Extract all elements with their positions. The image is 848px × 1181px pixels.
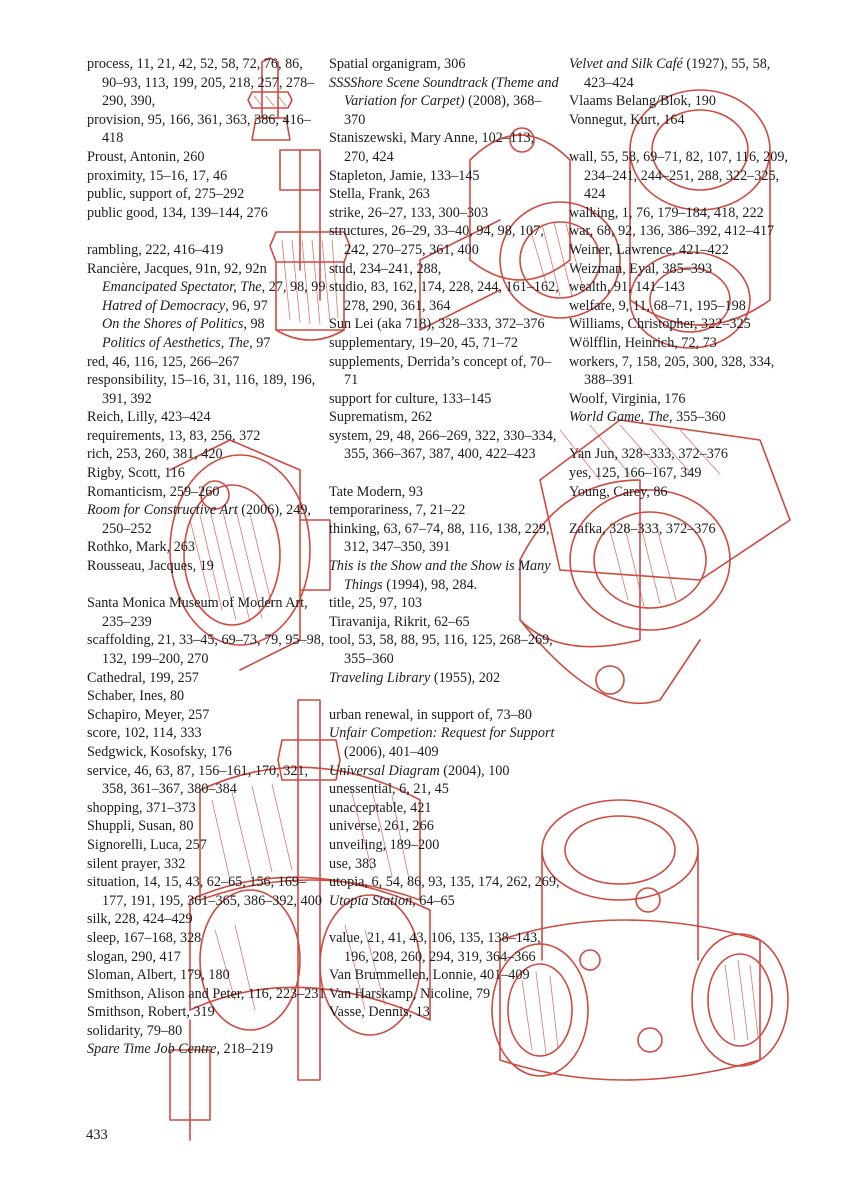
index-entry-text: red, 46, 116, 125, 266–267 (87, 353, 240, 370)
index-entry (329, 557, 561, 594)
index-entry (87, 966, 327, 985)
index-entry-text: public, support of, 275–292 (87, 186, 245, 203)
index-entry-text: unessential, 6, 21, 45 (329, 781, 449, 798)
index-entry (569, 353, 799, 390)
index-entry-text: Signorelli, Luca, 257 (87, 836, 207, 853)
index-entry-text: , 218–219 (216, 1041, 274, 1058)
index-entry-text: Cathedral, 199, 257 (87, 669, 199, 686)
index-entry-text: Reich, Lilly, 423–424 (87, 409, 211, 426)
index-entry (87, 148, 327, 167)
index-entry-text: Sloman, Albert, 179, 180 (87, 967, 230, 984)
index-entry (87, 929, 327, 948)
index-entry (87, 464, 327, 483)
section-gap (87, 222, 327, 241)
index-entry-text: welfare, 9, 11, 68–71, 195–198 (569, 297, 746, 314)
index-entry-text: workers, 7, 158, 205, 300, 328, 334, 388–391 (569, 353, 775, 389)
index-entry-text: Suprematism, 262 (329, 409, 433, 426)
index-entry (329, 222, 561, 259)
index-entry-text: unacceptable, 421 (329, 799, 432, 816)
index-entry-text: Rigby, Scott, 116 (87, 465, 185, 482)
index-entry-text: proximity, 15–16, 17, 46 (87, 167, 228, 184)
index-entry-text: value, 21, 41, 43, 106, 135, 138–143, 196, 208, 260, 294, 319, 364–366 (329, 929, 541, 965)
index-entry-text: public good, 134, 139–144, 276 (87, 204, 268, 221)
index-entry-text: supplementary, 19–20, 45, 71–72 (329, 334, 519, 351)
index-entry-title: This is the Show and the Show is Many Things (329, 558, 551, 593)
index-entry-text: temporariness, 7, 21–22 (329, 502, 466, 519)
index-entry-text: Tiravanija, Rikrit, 62–65 (329, 613, 470, 630)
index-entry (87, 111, 327, 148)
index-entry (569, 204, 799, 223)
index-entry-text: Williams, Christopher, 322–325 (569, 316, 751, 333)
index-entry-title: World Game, The (569, 409, 669, 426)
index-entry-title: Unfair Competion: Request for Support (329, 725, 555, 742)
index-entry-title: Room for Constructive Art (87, 502, 238, 519)
index-entry (329, 631, 561, 668)
index-entry (87, 185, 327, 204)
section-gap (569, 501, 799, 520)
index-entry-text: yes, 125, 166–167, 349 (569, 465, 702, 482)
index-entry (569, 55, 799, 92)
index-entry-text: Sedgwick, Kosofsky, 176 (87, 743, 232, 760)
index-entry-text: (2006), 249, 250–252 (102, 502, 311, 537)
index-column-2 (329, 55, 561, 1022)
index-entry-text: , 64–65 (412, 892, 455, 909)
index-subentry (87, 297, 327, 316)
index-entry-title: Utopia Station (329, 892, 413, 909)
index-entry (329, 315, 561, 334)
index-entry (87, 408, 327, 427)
index-entry (87, 948, 327, 967)
index-entry (569, 315, 799, 334)
index-entry-title: On the Shores of Politics (102, 316, 244, 333)
index-entry (87, 594, 327, 631)
index-entry-text: Stella, Frank, 263 (329, 186, 430, 203)
section-gap (329, 910, 561, 929)
index-subentry (87, 315, 327, 334)
index-entry-text: process, 11, 21, 42, 52, 58, 72, 76, 86, 90–93, 113, 199, 205, 218, 257, 278–290, 390, (87, 56, 315, 110)
index-entry-text: strike, 26–27, 133, 300–303 (329, 204, 489, 221)
index-entry (87, 855, 327, 874)
index-entry (329, 873, 561, 892)
index-entry (87, 371, 327, 408)
index-entry (87, 167, 327, 186)
index-entry-text: support for culture, 133–145 (329, 390, 492, 407)
index-entry (87, 762, 327, 799)
index-entry (329, 613, 561, 632)
index-entry-text: use, 383 (329, 855, 377, 872)
index-column-3 (569, 55, 799, 538)
index-entry (329, 985, 561, 1004)
index-entry (87, 706, 327, 725)
index-entry (329, 799, 561, 818)
index-entry-text: score, 102, 114, 333 (87, 725, 202, 742)
index-entry (87, 427, 327, 446)
index-entry-text: (2006), 401–409 (344, 743, 439, 760)
index-entry (87, 631, 327, 668)
index-entry (87, 241, 327, 260)
index-entry-text: Proust, Antonin, 260 (87, 148, 205, 165)
index-entry-text: urban renewal, in support of, 73–80 (329, 706, 532, 723)
index-entry-text: slogan, 290, 417 (87, 948, 181, 965)
index-entry-title: Traveling Library (329, 669, 431, 686)
index-entry (329, 724, 561, 761)
index-entry (87, 743, 327, 762)
index-entry-title: Universal Diagram (329, 762, 440, 779)
index-entry-text: , 355–360 (668, 409, 726, 426)
index-entry (87, 483, 327, 502)
index-entry-title: Politics of Aesthetics, The (102, 334, 250, 351)
index-entry-text: system, 29, 48, 266–269, 322, 330–334, 355, 366–367, 387, 400, 422–423 (329, 427, 557, 463)
index-entry-text: Weiner, Lawrence, 421–422 (569, 241, 729, 258)
index-entry-text: Van Brummellen, Lonnie, 401–409 (329, 967, 530, 984)
index-entry-text: war, 68, 92, 136, 386–392, 412–417 (569, 223, 775, 240)
index-subentry (87, 334, 327, 353)
index-entry-text: service, 46, 63, 87, 156–161, 170, 321, 358, 361–367, 380–384 (87, 762, 309, 798)
index-entry (87, 836, 327, 855)
index-entry-text: rich, 253, 260, 381, 420 (87, 446, 223, 463)
index-entry (87, 260, 327, 279)
index-entry-text: Vasse, Dennis, 13 (329, 1004, 430, 1021)
index-entry (569, 390, 799, 409)
index-entry (329, 353, 561, 390)
index-entry-title: Emancipated Spectator, The (102, 279, 262, 296)
index-entry (329, 780, 561, 799)
index-entry (87, 353, 327, 372)
index-entry (329, 855, 561, 874)
index-entry (329, 706, 561, 725)
index-entry (329, 669, 561, 688)
section-gap (329, 687, 561, 706)
index-entry-text: shopping, 371–373 (87, 799, 196, 816)
index-entry-text: Wölfflin, Heinrich, 72, 73 (569, 334, 717, 351)
index-entry (329, 966, 561, 985)
index-entry-text: requirements, 13, 83, 256, 372 (87, 427, 261, 444)
index-entry-text: scaffolding, 21, 33–45, 69–73, 79, 95–98, 132, 199–200, 270 (87, 632, 325, 667)
index-entry-text: Santa Monica Museum of Modern Art, 235–239 (87, 595, 308, 630)
index-entry-text: supplements, Derrida’s concept of, 70–71 (329, 353, 552, 389)
index-entry (329, 390, 561, 409)
page-number: 433 (86, 1127, 108, 1143)
index-entry-text: thinking, 63, 67–74, 88, 116, 138, 229, 312, 347–350, 391 (329, 520, 550, 556)
index-entry (329, 204, 561, 223)
index-entry (569, 408, 799, 427)
index-entry (329, 408, 561, 427)
index-entry-text: Rancière, Jacques, 91n, 92, 92n (87, 260, 267, 277)
index-entry-text: provision, 95, 166, 361, 363, 386, 416–418 (87, 111, 311, 147)
index-entry (329, 74, 561, 130)
index-entry-text: (1955), 202 (430, 669, 501, 686)
index-entry-text: tool, 53, 58, 88, 95, 116, 125, 268–269, 355–360 (329, 632, 553, 667)
index-entry-text: utopia, 6, 54, 86, 93, 135, 174, 262, 269, (329, 874, 560, 891)
index-entry-text: universe, 261, 266 (329, 818, 434, 835)
index-entry-text: silk, 228, 424–429 (87, 911, 193, 928)
section-gap (569, 427, 799, 446)
section-gap (87, 576, 327, 595)
index-entry (87, 1022, 327, 1041)
index-entry-text: Romanticism, 259–260 (87, 483, 220, 500)
index-entry-text: structures, 26–29, 33–40, 94, 98, 107, 242, 270–275, 361, 400 (329, 223, 544, 258)
index-entry-text: Smithson, Alison and Peter, 116, 223–231 (87, 985, 326, 1002)
index-entry (87, 724, 327, 743)
section-gap (329, 464, 561, 483)
index-entry (329, 892, 561, 911)
index-entry (87, 55, 327, 111)
index-entry-text: (1994), 98, 284. (382, 576, 478, 593)
index-entry-text: Woolf, Virginia, 176 (569, 390, 686, 407)
index-entry-text: walking, 1, 76, 179–184, 418, 222 (569, 204, 764, 221)
index-entry (87, 1040, 327, 1059)
index-entry (87, 204, 327, 223)
index-entry-text: , 97 (249, 334, 271, 351)
index-entry-text: stud, 234–241, 288, (329, 260, 442, 277)
index-entry (569, 111, 799, 130)
index-entry-text: Staniszewski, Mary Anne, 102–113, 270, 424 (329, 130, 535, 165)
index-entry (329, 185, 561, 204)
index-entry-text: wealth, 91, 141–143 (569, 279, 685, 296)
index-entry-text: Schaber, Ines, 80 (87, 688, 185, 705)
index-entry (329, 501, 561, 520)
index-entry (569, 483, 799, 502)
index-entry-text: (2008), 368–370 (344, 93, 542, 128)
index-entry (569, 464, 799, 483)
index-entry (569, 520, 799, 539)
index-entry (87, 538, 327, 557)
index-entry (329, 1003, 561, 1022)
index-entry-text: , 96, 97 (225, 297, 268, 314)
index-entry (87, 1003, 327, 1022)
index-entry-title: Velvet and Silk Café (569, 56, 683, 72)
index-entry (87, 817, 327, 836)
index-entry (87, 445, 327, 464)
index-entry (329, 334, 561, 353)
index-entry-text: Young, Carey, 86 (569, 483, 668, 500)
index-entry-text: (2004), 100 (439, 762, 510, 779)
index-entry (329, 167, 561, 186)
index-entry (569, 334, 799, 353)
index-entry (87, 985, 327, 1004)
index-entry (329, 594, 561, 613)
index-entry-text: Stapleton, Jamie, 133–145 (329, 167, 480, 184)
index-entry (569, 222, 799, 241)
index-entry-text: Spatial organigram, 306 (329, 56, 466, 72)
index-entry-text: rambling, 222, 416–419 (87, 241, 224, 258)
index-entry-text: Yan Jun, 328–333, 372–376 (569, 446, 728, 463)
index-entry-text: sleep, 167–168, 328 (87, 929, 202, 946)
index-entry-text: situation, 14, 15, 43, 62–65, 156, 169–177, 191, 195, 361–365, 386–392, 400 (87, 874, 322, 909)
index-entry (87, 910, 327, 929)
index-entry (87, 669, 327, 688)
index-entry-text: responsibility, 15–16, 31, 116, 189, 196, 391, 392 (87, 372, 316, 407)
index-entry (329, 520, 561, 557)
index-entry (87, 873, 327, 910)
index-entry-text: Van Harskamp, Nicoline, 79 (329, 985, 491, 1002)
index-entry-text: wall, 55, 58, 69–71, 82, 107, 116, 209, 234–241, 244–251, 288, 322–325, 424 (569, 148, 788, 203)
index-entry (329, 278, 561, 315)
index-entry-text: title, 25, 97, 103 (329, 595, 423, 612)
index-entry-text: Weizman, Eyal, 385–393 (569, 260, 713, 277)
index-entry (329, 836, 561, 855)
index-entry-text: silent prayer, 332 (87, 855, 186, 872)
index-subentry (87, 278, 327, 297)
index-entry-text: solidarity, 79–80 (87, 1022, 183, 1039)
index-column-1 (87, 55, 327, 1059)
index-entry (329, 427, 561, 464)
section-gap (569, 129, 799, 148)
index-entry-text: unveiling, 189–200 (329, 836, 440, 853)
index-entry (329, 929, 561, 966)
index-entry-text: Vonnegut, Kurt, 164 (569, 111, 685, 128)
index-entry-text: Smithson, Robert, 319 (87, 1004, 215, 1021)
index-entry (569, 148, 799, 204)
index-entry (329, 55, 561, 74)
index-entry (569, 92, 799, 111)
index-entry (569, 278, 799, 297)
index-entry-text: Rousseau, Jacques, 19 (87, 558, 214, 575)
index-entry-text: , 98 (243, 316, 265, 333)
index-entry (87, 799, 327, 818)
index-entry (329, 260, 561, 279)
index-entry-title: SSSShore Scene Soundtrack (Theme and Variation for Carpet) (329, 74, 559, 110)
index-entry (329, 762, 561, 781)
index-entry-text: , 27, 98, 99 (261, 279, 326, 296)
index-entry-title: Hatred of Democracy (102, 297, 226, 314)
index-entry (329, 817, 561, 836)
index-entry (569, 297, 799, 316)
index-entry (87, 501, 327, 538)
index-entry (329, 483, 561, 502)
index-entry (329, 129, 561, 166)
index-entry (569, 260, 799, 279)
index-entry-text: (1927), 55, 58, 423–424 (584, 56, 771, 91)
index-entry (87, 557, 327, 576)
index-entry-title: Spare Time Job Centre (87, 1041, 217, 1058)
index-entry-text: Tate Modern, 93 (329, 483, 423, 500)
index-entry-text: Vlaams Belang/Blok, 190 (569, 93, 716, 110)
index-entry-text: Rothko, Mark, 263 (87, 539, 195, 556)
index-entry-text: Sun Lei (aka 718), 328–333, 372–376 (329, 316, 545, 333)
index-entry-text: Schapiro, Meyer, 257 (87, 706, 210, 723)
index-entry-text: Zafka, 328–333, 372–376 (569, 520, 716, 537)
index-entry-text: Shuppli, Susan, 80 (87, 818, 194, 835)
index-entry (569, 445, 799, 464)
index-entry (87, 687, 327, 706)
index-entry (569, 241, 799, 260)
index-entry-text: studio, 83, 162, 174, 228, 244, 161–162, 278, 290, 361, 364 (329, 279, 559, 314)
